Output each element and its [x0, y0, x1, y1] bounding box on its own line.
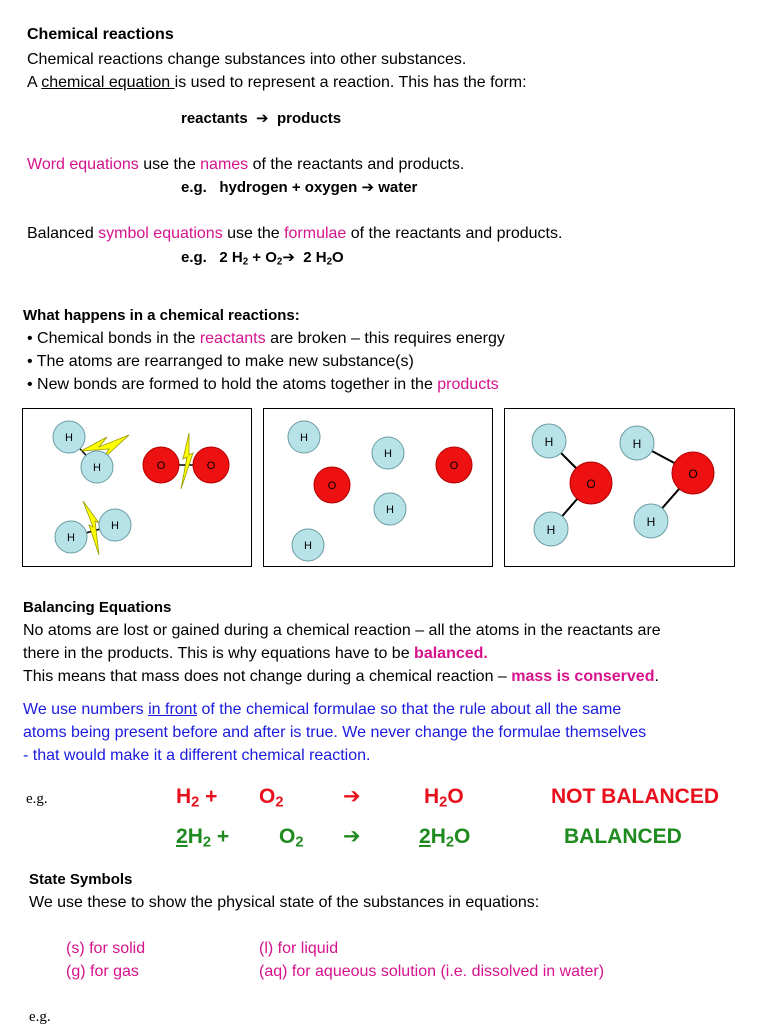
balancing-line-2: there in the products. This is why equations have to be balanced.	[23, 645, 488, 662]
numbers-note-line-1: We use numbers in front of the chemical formulae so that the rule about all the same	[23, 701, 622, 718]
balanced-arrow: ➔	[343, 825, 361, 848]
diagram-atoms-panel	[263, 408, 493, 567]
chemical-equation-term: chemical equation	[41, 74, 175, 91]
state-eg-label: e.g.	[29, 1009, 51, 1025]
atom-label: H	[65, 432, 73, 444]
balancing-line-1: No atoms are lost or gained during a chemical reaction – all the atoms in the reactants are	[23, 622, 661, 639]
energy-bolt-icon	[181, 433, 193, 489]
balanced-reactant-o2: $O_2$	[279, 825, 304, 851]
diagram-products-panel	[504, 408, 735, 567]
reactants-bonds-breaking-diagram	[23, 409, 251, 566]
bullet-bonds-broken: • Chemical bonds in the reactants are broken – this requires energy	[27, 330, 505, 347]
state-liquid: (l) for liquid	[259, 940, 339, 957]
unbalanced-product-h2o: $H_2O$	[424, 785, 464, 811]
atom-label: O	[688, 467, 698, 481]
not-balanced-label: NOT BALANCED	[551, 785, 719, 808]
balancing-title: Balancing Equations	[23, 599, 172, 616]
energy-bolt-icon	[83, 501, 99, 555]
balancing-line-3: This means that mass does not change during a chemical reaction – mass is conserved.	[23, 668, 659, 685]
atom-label: H	[111, 520, 119, 532]
atom-label: H	[646, 515, 656, 529]
atom-label: O	[156, 460, 166, 472]
numbers-note-line-3: - that would make it a different chemical reaction.	[23, 747, 371, 764]
example-eg-label: e.g.	[26, 791, 48, 807]
atom-label: H	[632, 437, 642, 451]
unbalanced-arrow: ➔	[343, 785, 361, 808]
symbol-equation-example: e.g. 2 $H_2$ + $O_2➔$ 2 $H_2O$	[181, 249, 344, 268]
water-molecules-diagram	[505, 409, 734, 566]
intro-definition: A chemical equation is used to represent a reaction. This has the form:	[27, 74, 527, 91]
atom-label: O	[586, 477, 596, 491]
what-happens-title: What happens in a chemical reactions:	[23, 307, 300, 324]
intro-line: Chemical reactions change substances into other substances.	[27, 51, 467, 68]
unbalanced-reactant-o2: $O_2$	[259, 785, 284, 811]
state-symbols-title: State Symbols	[29, 871, 133, 888]
atom-label: H	[546, 523, 556, 537]
atom-label: O	[449, 460, 459, 472]
atom-label: H	[93, 462, 101, 474]
equation-form: reactants ➔ products	[181, 110, 342, 127]
numbers-note-line-2: atoms being present before and after is true. We never change the formulae themselves	[23, 724, 647, 741]
symbol-equations-line: Balanced symbol equations use the formulae of the reactants and products.	[27, 225, 563, 242]
state-solid: (s) for solid	[66, 940, 146, 957]
word-equation-example: e.g. hydrogen + oxygen ➔ water	[181, 179, 418, 196]
bullet-rearranged: • The atoms are rearranged to make new substance(s)	[27, 353, 414, 370]
balanced-label: BALANCED	[564, 825, 682, 848]
rearranged-atoms-diagram	[264, 409, 492, 566]
atom-label: H	[386, 504, 394, 516]
state-aqueous: (aq) for aqueous solution (i.e. dissolved in water)	[259, 963, 605, 980]
diagram-reactants-panel	[22, 408, 252, 567]
atom-label: H	[300, 432, 308, 444]
atom-label: H	[384, 448, 392, 460]
unbalanced-reactant-h2: $H_2$ +	[176, 785, 218, 811]
atom-label: O	[327, 480, 337, 492]
page-title: Chemical reactions	[27, 26, 174, 43]
balanced-product-h2o: $2H_2O$	[419, 825, 471, 851]
state-gas: (g) for gas	[66, 963, 139, 980]
atom-label: H	[67, 532, 75, 544]
atom-label: H	[544, 435, 554, 449]
state-symbols-desc: We use these to show the physical state of the substances in equations:	[29, 894, 540, 911]
atom-label: H	[304, 540, 312, 552]
atom-label: O	[206, 460, 216, 472]
balanced-reactant-h2: $2H_2$ +	[176, 825, 230, 851]
bullet-bonds-formed: • New bonds are formed to hold the atoms together in the products	[27, 376, 499, 393]
word-equations-line: Word equations use the names of the reactants and products.	[27, 156, 465, 173]
